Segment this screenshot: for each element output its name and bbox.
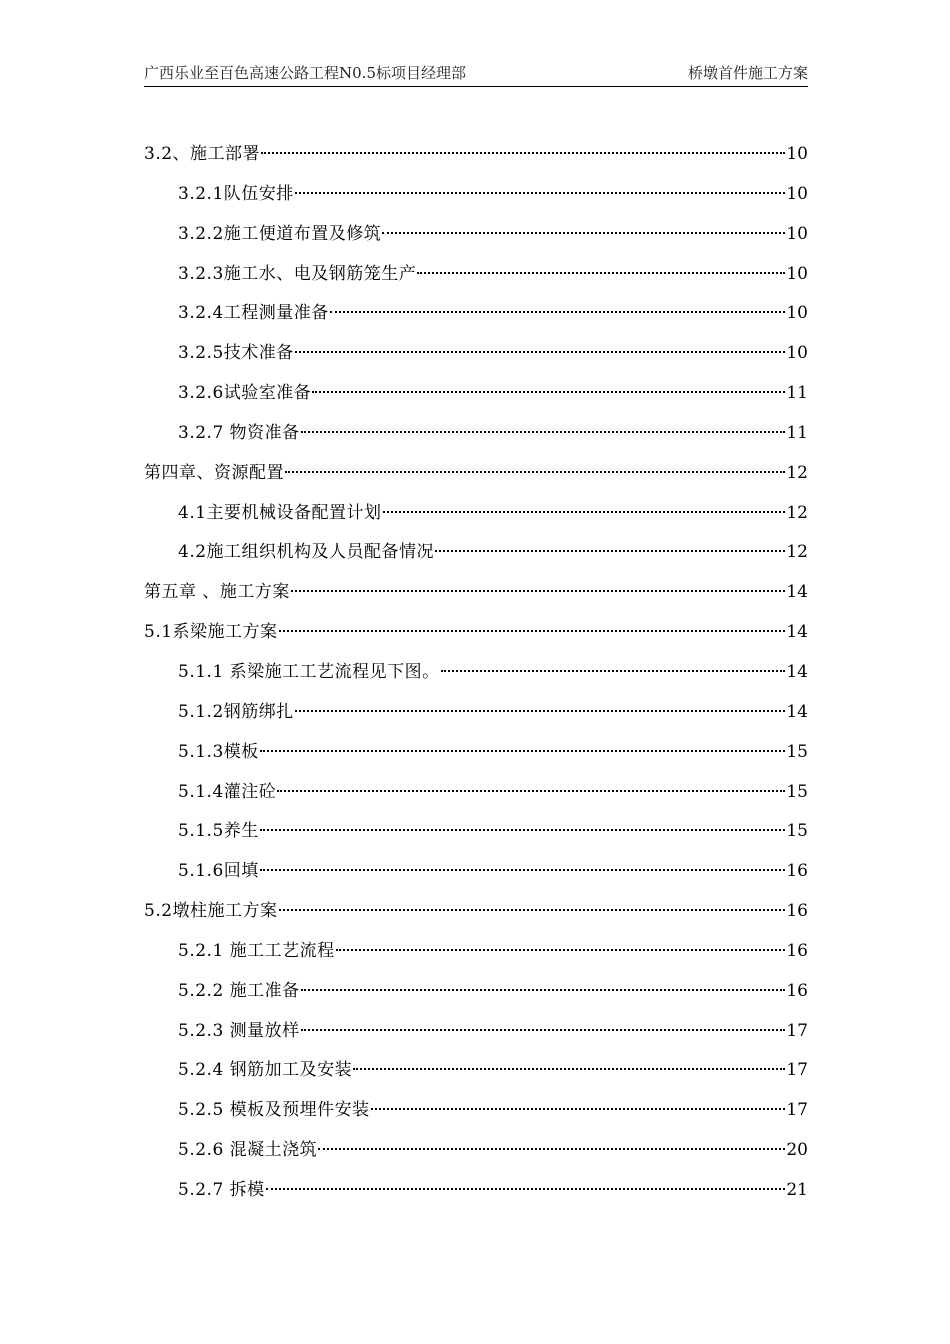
toc-entry-title: 5.1.1 系梁施工工艺流程见下图。 (178, 661, 440, 682)
toc-entry-page-number: 10 (786, 144, 808, 164)
toc-entry-title: 4.2施工组织机构及人员配备情况 (178, 542, 435, 563)
toc-entry-page-number: 14 (786, 582, 808, 603)
toc-entry-title: 5.2.4 钢筋加工及安装 (178, 1060, 353, 1081)
toc-entry-title: 3.2.4工程测量准备 (178, 303, 329, 324)
toc-entry-page-number: 14 (786, 661, 808, 682)
toc-entry[interactable] (144, 932, 808, 972)
toc-entry[interactable] (144, 1091, 808, 1131)
toc-dot-leader (382, 232, 785, 234)
toc-entry-title: 5.1.4灌注砼 (178, 781, 277, 802)
toc-entry[interactable] (144, 1171, 808, 1211)
toc-entry[interactable] (144, 533, 808, 573)
toc-dot-leader (260, 829, 786, 831)
toc-entry-title: 5.2.6 混凝土浇筑 (178, 1140, 318, 1161)
table-of-contents (144, 135, 808, 1211)
toc-entry[interactable] (144, 294, 808, 334)
toc-entry-title: 3.2.3施工水、电及钢筋笼生产 (178, 263, 417, 284)
toc-dot-leader (277, 790, 785, 792)
toc-entry-page-number: 12 (786, 542, 808, 563)
toc-entry-title: 3.2.5技术准备 (178, 343, 294, 364)
toc-entry-page-number: 11 (786, 422, 808, 443)
toc-entry-title: 5.2.1 施工工艺流程 (178, 940, 335, 961)
toc-entry-page-number: 14 (786, 622, 808, 643)
toc-dot-leader (291, 590, 785, 592)
toc-entry[interactable] (144, 334, 808, 374)
toc-dot-leader (279, 909, 786, 911)
toc-dot-leader (383, 511, 786, 513)
toc-dot-leader (261, 152, 785, 154)
toc-entry-title: 4.1主要机械设备配置计划 (178, 502, 382, 523)
toc-dot-leader (312, 391, 785, 393)
toc-dot-leader (435, 550, 785, 552)
toc-entry-page-number: 17 (786, 1100, 808, 1121)
toc-entry[interactable] (144, 892, 808, 932)
toc-entry-page-number: 15 (786, 741, 808, 762)
toc-entry-title: 5.2.3 测量放样 (178, 1020, 300, 1041)
toc-entry-title: 5.2.7 拆模 (178, 1179, 265, 1200)
toc-dot-leader (295, 351, 786, 353)
toc-entry-page-number: 12 (786, 462, 808, 483)
toc-entry-page-number: 17 (786, 1060, 808, 1081)
toc-entry-title: 5.2.2 施工准备 (178, 980, 300, 1001)
toc-dot-leader (353, 1068, 785, 1070)
toc-entry-title: 5.1.3模板 (178, 741, 259, 762)
toc-entry[interactable] (144, 613, 808, 653)
toc-entry-title: 5.1系梁施工方案 (144, 622, 278, 643)
toc-entry[interactable] (144, 1012, 808, 1052)
toc-dot-leader (295, 192, 786, 194)
toc-entry-title: 3.2.1队伍安排 (178, 183, 294, 204)
toc-entry-page-number: 10 (786, 223, 808, 244)
toc-entry[interactable] (144, 1131, 808, 1171)
toc-entry-title: 3.2、施工部署 (144, 144, 261, 164)
toc-entry-page-number: 15 (786, 821, 808, 842)
toc-entry[interactable] (144, 972, 808, 1012)
toc-entry[interactable] (144, 693, 808, 733)
toc-entry[interactable] (144, 175, 808, 215)
toc-dot-leader (260, 869, 786, 871)
toc-entry[interactable] (144, 773, 808, 813)
toc-dot-leader (279, 630, 786, 632)
toc-entry-title: 3.2.7 物资准备 (178, 422, 300, 443)
toc-entry-title: 3.2.6试验室准备 (178, 383, 312, 404)
toc-dot-leader (285, 471, 785, 473)
toc-entry-page-number: 10 (786, 343, 808, 364)
toc-entry-title: 第四章、资源配置 (144, 462, 284, 483)
toc-entry-page-number: 16 (786, 861, 808, 882)
toc-dot-leader (301, 1029, 786, 1031)
toc-dot-leader (260, 750, 786, 752)
toc-entry[interactable] (144, 573, 808, 613)
toc-entry[interactable] (144, 215, 808, 255)
toc-entry-page-number: 16 (786, 940, 808, 961)
toc-dot-leader (301, 989, 786, 991)
toc-entry[interactable] (144, 852, 808, 892)
toc-entry-title: 5.1.6回填 (178, 861, 259, 882)
toc-entry[interactable] (144, 494, 808, 534)
toc-dot-leader (417, 272, 785, 274)
toc-entry-page-number: 20 (786, 1140, 808, 1161)
toc-entry-title: 第五章 、施工方案 (144, 582, 290, 603)
toc-dot-leader (295, 710, 786, 712)
toc-entry-page-number: 15 (786, 781, 808, 802)
toc-entry-title: 5.2.5 模板及预埋件安装 (178, 1100, 370, 1121)
toc-entry-page-number: 16 (786, 980, 808, 1001)
toc-entry-title: 3.2.2施工便道布置及修筑 (178, 223, 382, 244)
toc-dot-leader (330, 311, 786, 313)
toc-entry-page-number: 21 (786, 1179, 808, 1200)
toc-entry[interactable] (144, 812, 808, 852)
toc-entry-page-number: 14 (786, 701, 808, 722)
toc-entry-page-number: 10 (786, 303, 808, 324)
toc-entry-page-number: 10 (786, 263, 808, 284)
toc-entry[interactable] (144, 733, 808, 773)
toc-entry-page-number: 12 (786, 502, 808, 523)
toc-entry-page-number: 16 (786, 901, 808, 922)
toc-entry[interactable] (144, 374, 808, 414)
toc-dot-leader (266, 1188, 786, 1190)
toc-dot-leader (318, 1148, 785, 1150)
toc-entry[interactable] (144, 255, 808, 295)
toc-dot-leader (336, 949, 786, 951)
toc-dot-leader (371, 1108, 786, 1110)
toc-entry-page-number: 11 (786, 383, 808, 404)
toc-entry-page-number: 10 (786, 183, 808, 204)
toc-dot-leader (301, 431, 786, 433)
page-header (144, 62, 808, 87)
toc-entry[interactable] (144, 454, 808, 494)
toc-entry-title: 5.2墩柱施工方案 (144, 901, 278, 922)
toc-entry[interactable] (144, 653, 808, 693)
toc-entry-title: 5.1.2钢筋绑扎 (178, 701, 294, 722)
toc-entry[interactable] (144, 135, 808, 175)
toc-entry[interactable] (144, 414, 808, 454)
toc-entry[interactable] (144, 1051, 808, 1091)
header-document-title: 桥墩首件施工方案 (687, 64, 808, 82)
toc-dot-leader (441, 670, 786, 672)
toc-entry-title: 5.1.5养生 (178, 821, 259, 842)
header-project-name: 广西乐业至百色高速公路工程N0.5标项目经理部 (144, 64, 466, 82)
toc-entry-page-number: 17 (786, 1020, 808, 1041)
